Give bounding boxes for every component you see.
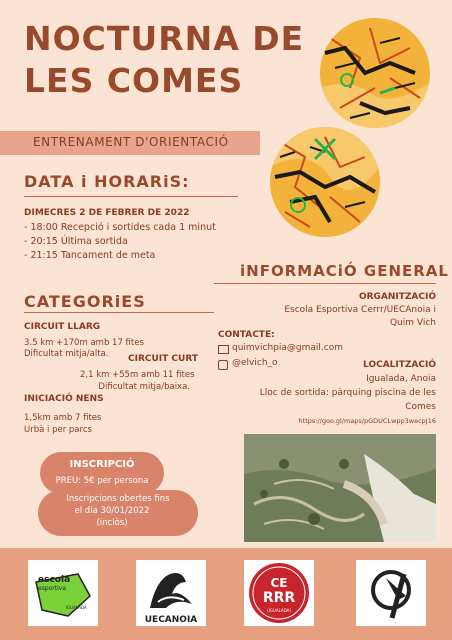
- aerial-photo: [244, 434, 436, 542]
- event-date: DIMECRES 2 DE FEBRER DE 2022: [24, 208, 190, 218]
- escola-esportiva-logo: [28, 560, 98, 626]
- contacte-label: CONTACTE:: [218, 330, 275, 340]
- circuit-curt-title: CIRCUIT CURT: [128, 354, 198, 364]
- circuit-llarg-distance: 3.5 km +170m amb 17 fites: [24, 338, 144, 348]
- inscripcio-open-line: Inscripcions obertes fins: [66, 494, 170, 504]
- organitzacio-line-2: Quim Vich: [389, 318, 436, 328]
- localitzacio-start-line-1: Lloc de sortida: pàrquing piscina de les: [259, 388, 436, 398]
- mail-icon: [218, 345, 229, 354]
- data-horaris-heading: DATA i HORARiS:: [24, 172, 190, 191]
- organitzacio-label: ORGANITZACIÓ: [358, 292, 436, 302]
- escola-logo-text-1: escola: [38, 575, 71, 585]
- contact-instagram[interactable]: @elvich_o: [232, 358, 278, 368]
- inscripcio-heading: INSCRIPCIÓ: [69, 459, 135, 470]
- orientation-logo: [356, 560, 426, 626]
- ce-rrr-logo: [244, 560, 314, 626]
- escola-logo-text-2: esportiva: [38, 585, 67, 592]
- categories-heading: CATEGORiES: [24, 292, 146, 311]
- localitzacio-city: Igualada, Anoia: [366, 374, 436, 384]
- circuit-curt-distance: 2,1 km +55m amb 11 fites: [80, 370, 195, 380]
- organitzacio-line-1: Escola Esportiva Cerrr/UECAnoia i: [284, 305, 436, 315]
- instagram-icon: [218, 360, 228, 370]
- rrr-logo-subtext: (IGUALADA): [267, 608, 291, 613]
- schedule-item-2: - 20:15 Última sortida: [24, 236, 128, 247]
- title-line-1: NOCTURNA DE: [24, 19, 305, 58]
- circuit-llarg-title: CIRCUIT LLARG: [24, 322, 101, 332]
- uecanoia-logo-text: UECANOIA: [144, 615, 198, 625]
- info-general-heading: iNFORMACiÓ GENERAL: [240, 262, 449, 280]
- circuit-llarg-difficulty: Dificultat mitja/alta.: [24, 349, 109, 359]
- inscripcio-inclusive: (inclòs): [96, 518, 128, 528]
- inscripcio-price: PREU: 5€ per persona: [55, 476, 149, 486]
- rrr-logo-text: RRR: [262, 590, 296, 606]
- iniciacio-nens-title: INICIACIÓ NENS: [24, 394, 104, 404]
- schedule-item-3: - 21:15 Tancament de meta: [24, 250, 156, 261]
- escola-logo-text-3: IGUALADA: [66, 605, 87, 610]
- divider: [24, 312, 214, 313]
- localitzacio-start-line-2: Comes: [405, 402, 436, 412]
- localitzacio-label: LOCALITZACIÓ: [363, 360, 436, 370]
- map-link[interactable]: https://goo.gl/maps/pGDUCLwpp3wecpJ16: [298, 417, 436, 425]
- divider: [214, 283, 436, 284]
- iniciacio-nens-terrain: Urbà i per parcs: [24, 425, 92, 435]
- schedule-item-1: - 18:00 Recepció i sortides cada 1 minut: [24, 222, 216, 233]
- orienteering-map-bottom: [270, 127, 380, 237]
- uecanoia-logo: [136, 560, 206, 626]
- iniciacio-nens-distance: 1,5km amb 7 fites: [24, 413, 102, 423]
- inscripcio-deadline: el dia 30/01/2022: [74, 506, 150, 516]
- contact-email[interactable]: quimvichpia@gmail.com: [232, 343, 343, 353]
- divider: [24, 196, 238, 197]
- title-line-2: LES COMES: [24, 61, 244, 100]
- subtitle: ENTRENAMENT D'ORIENTACIÓ: [33, 135, 229, 149]
- circuit-curt-difficulty: Dificultat mitja/baixa.: [98, 382, 190, 392]
- orienteering-map-top: [320, 18, 430, 128]
- ce-logo-text: CE: [270, 576, 288, 590]
